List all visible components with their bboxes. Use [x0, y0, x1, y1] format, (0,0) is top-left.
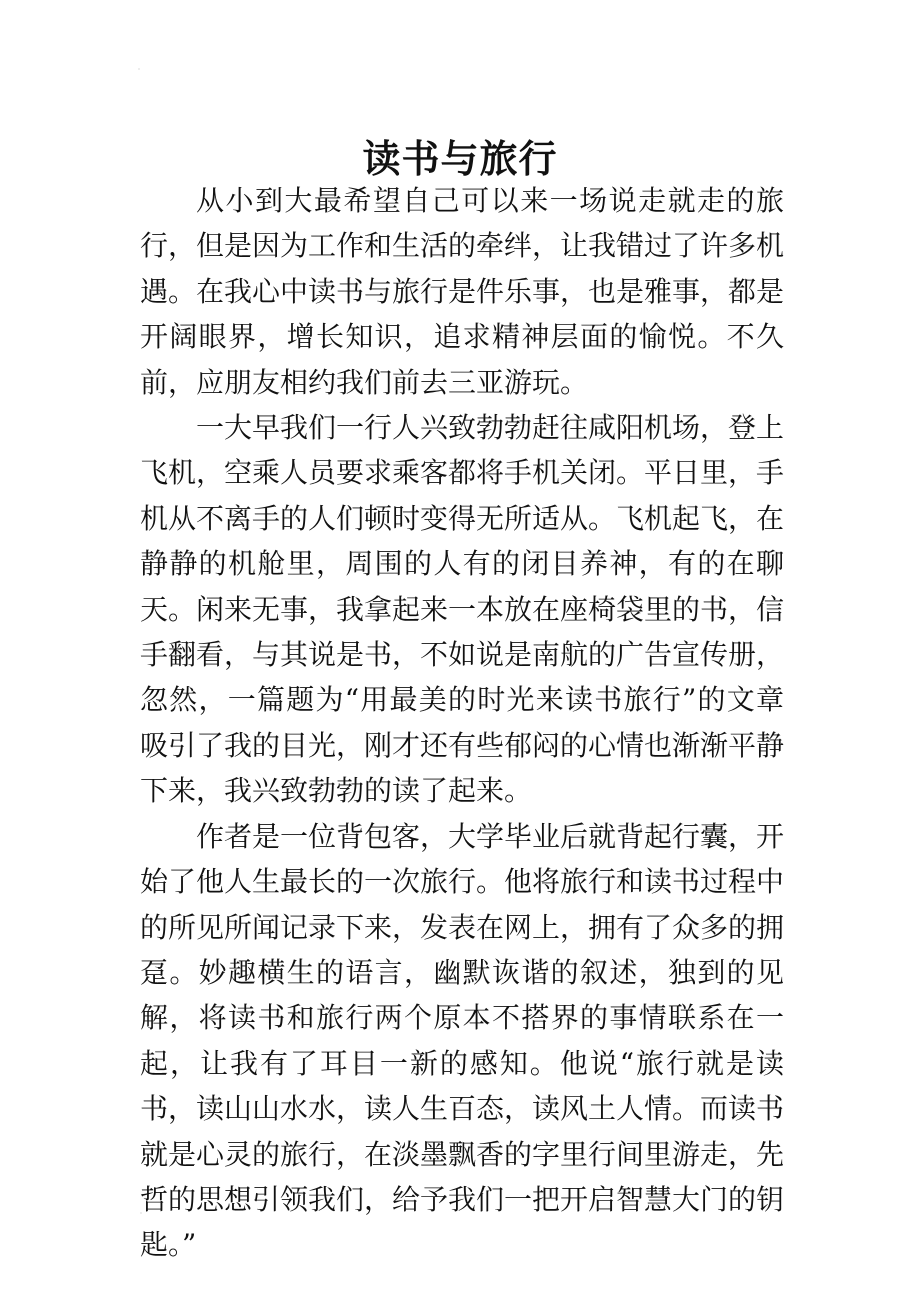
scan-speck	[138, 68, 140, 70]
document-body	[140, 178, 784, 1268]
paragraph: 一大早我们一行人兴致勃勃赶往咸阳机场，登上飞机，空乘人员要求乘客都将手机关闭。平日里，手机从不离手的人们顿时变得无所适从。飞机起飞，在静静的机舱里，周围的人有的闭目养神，有的在聊天。闲来无事，我拿起来一本放在座椅袋里的书，信手翻看，与其说是书，不如说是南航的广告宣传册，忽然，一篇题为“用最美的时光来读书旅行”的文章吸引了我的目光，刚才还有些郁闷的心情也渐渐平静下来，我兴致勃勃的读了起来。	[140, 411, 785, 808]
paragraph: 作者是一位背包客，大学毕业后就背起行囊，开始了他人生最长的一次旅行。他将旅行和读书过程中的所见所闻记录下来，发表在网上，拥有了众多的拥趸。妙趣横生的语言，幽默诙谐的叙述，独到的见解，将读书和旅行两个原本不搭界的事情联系在一起，让我有了耳目一新的感知。他说“旅行就是读书，读山山水水，读人生百态，读风土人情。而读书就是心灵的旅行，在淡墨飘香的字里行间里游走，先哲的思想引领我们，给予我们一把开启智慧大门的钥匙。”	[140, 819, 785, 1262]
paragraph: 从小到大最希望自己可以来一场说走就走的旅行，但是因为工作和生活的牵绊，让我错过了许多机遇。在我心中读书与旅行是件乐事，也是雅事，都是开阔眼界，增长知识，追求精神层面的愉悦。不久前，应朋友相约我们前去三亚游玩。	[140, 184, 785, 399]
document-title: 读书与旅行	[362, 136, 558, 182]
